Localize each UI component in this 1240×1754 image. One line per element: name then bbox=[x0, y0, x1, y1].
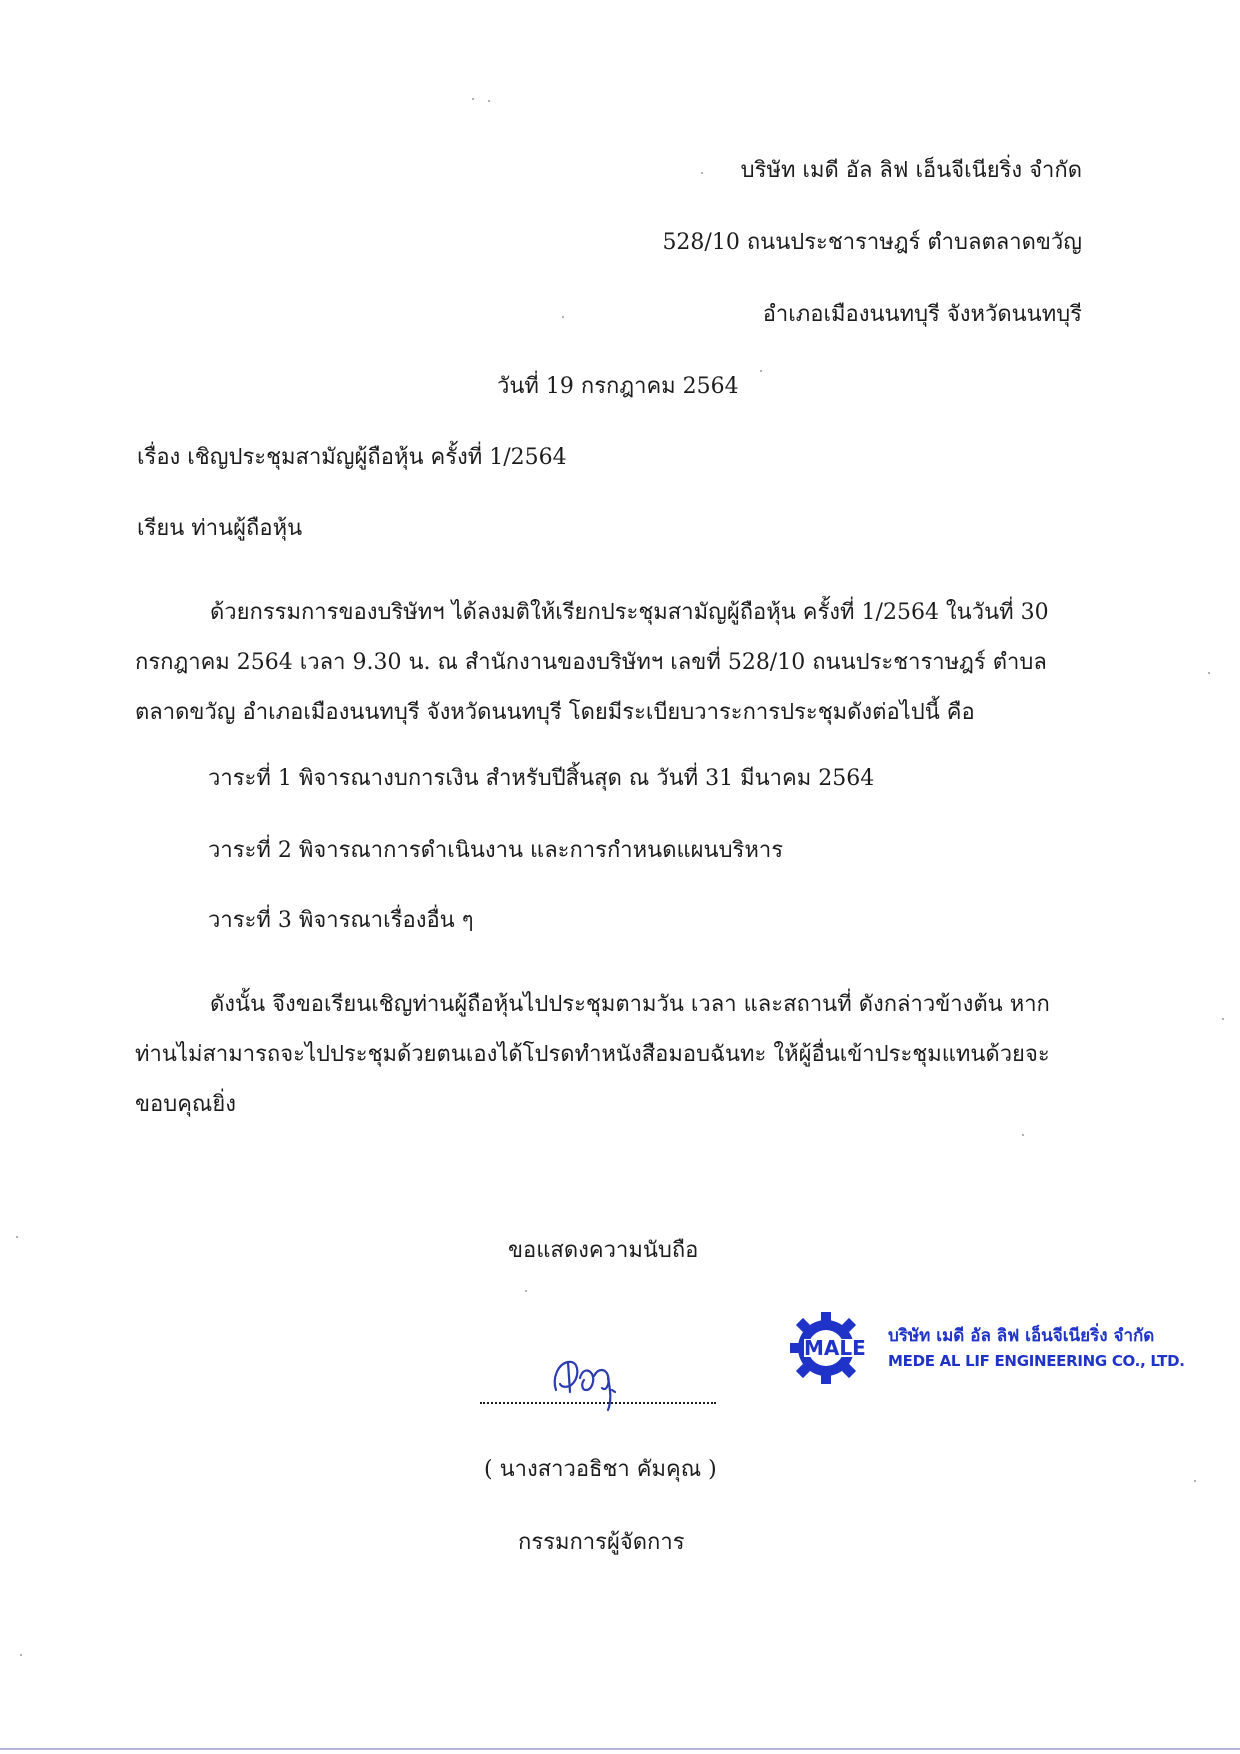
stamp-name-english: MEDE AL LIF ENGINEERING CO., LTD. bbox=[888, 1352, 1185, 1370]
letterhead-company: บริษัท เมดี อัล ลิฟ เอ็นจีเนียริ่ง จำกัด bbox=[740, 158, 1082, 183]
scan-speck bbox=[1208, 672, 1210, 674]
body-paragraph-2-text: ดังนั้น จึงขอเรียนเชิญท่านผู้ถือหุ้นไปประชุมตามวัน เวลา และสถานที่ ดังกล่าวข้างต้น หากท่านไม่สามารถจะไปประชุมด้วยตนเองได้โปรดทำหนังสือมอบฉันทะ ให้ผู้อื่นเข้าประชุมแทนด้วยจะขอบคุณยิ่ง bbox=[135, 992, 1050, 1117]
letterhead-address-line-1: 528/10 ถนนประชาราษฎร์ ตำบลตลาดขวัญ bbox=[662, 230, 1082, 255]
scan-speck bbox=[1022, 1134, 1024, 1136]
letter-date: วันที่ 19 กรกฎาคม 2564 bbox=[497, 374, 739, 399]
closing-phrase: ขอแสดงความนับถือ bbox=[508, 1238, 699, 1263]
scan-speck bbox=[1194, 1480, 1196, 1482]
scan-speck bbox=[562, 316, 564, 318]
signatory-title: กรรมการผู้จัดการ bbox=[518, 1530, 685, 1555]
body-paragraph-2 bbox=[135, 980, 1055, 1130]
signature-line bbox=[480, 1402, 716, 1404]
scan-bottom-edge bbox=[0, 1748, 1240, 1750]
body-paragraph-1-text: ด้วยกรรมการของบริษัทฯ ได้ลงมติให้เรียกประชุมสามัญผู้ถือหุ้น ครั้งที่ 1/2564 ในวันที่ 30 กรกฎาคม 2564 เวลา 9.30 น. ณ สำนักงานของบริษัทฯ เลขที่ 528/10 ถนนประชาราษฎร์ ตำบลตลาดขวัญ อำเภอเมืองนนทบุรี จังหวัดนนทบุรี โดยมีระเบียบวาระการประชุมดังต่อไปนี้ คือ bbox=[135, 600, 1049, 725]
scan-speck bbox=[525, 1290, 527, 1292]
letter-subject: เรื่อง เชิญประชุมสามัญผู้ถือหุ้น ครั้งที่ 1/2564 bbox=[137, 445, 567, 470]
agenda-item-2: วาระที่ 2 พิจารณาการดำเนินงาน และการกำหนดแผนบริหาร bbox=[208, 838, 784, 863]
agenda-item-3: วาระที่ 3 พิจารณาเรื่องอื่น ๆ bbox=[208, 908, 474, 933]
scan-speck bbox=[701, 172, 703, 174]
scan-speck bbox=[760, 370, 762, 372]
scan-speck bbox=[472, 98, 474, 100]
body-paragraph-1 bbox=[135, 588, 1055, 738]
stamp-name-thai: บริษัท เมดี อัล ลิฟ เอ็นจีเนียริ่ง จำกัด bbox=[888, 1326, 1155, 1346]
gear-logo-icon bbox=[790, 1310, 886, 1388]
letterhead-address-line-2: อำเภอเมืองนนทบุรี จังหวัดนนทบุรี bbox=[762, 302, 1082, 327]
handwritten-signature bbox=[548, 1348, 638, 1416]
scan-speck bbox=[16, 1236, 18, 1238]
scan-speck bbox=[488, 100, 490, 102]
agenda-item-1: วาระที่ 1 พิจารณางบการเงิน สำหรับปีสิ้นสุด ณ วันที่ 31 มีนาคม 2564 bbox=[208, 766, 875, 791]
scan-speck bbox=[20, 1654, 22, 1656]
signatory-name: ( นางสาวอธิชา คัมคุณ ) bbox=[484, 1457, 717, 1482]
letter-salutation: เรียน ท่านผู้ถือหุ้น bbox=[137, 516, 303, 541]
scan-speck bbox=[1222, 1018, 1224, 1020]
stamp-logo-text: MALE bbox=[804, 1336, 866, 1360]
company-stamp bbox=[790, 1308, 1185, 1388]
